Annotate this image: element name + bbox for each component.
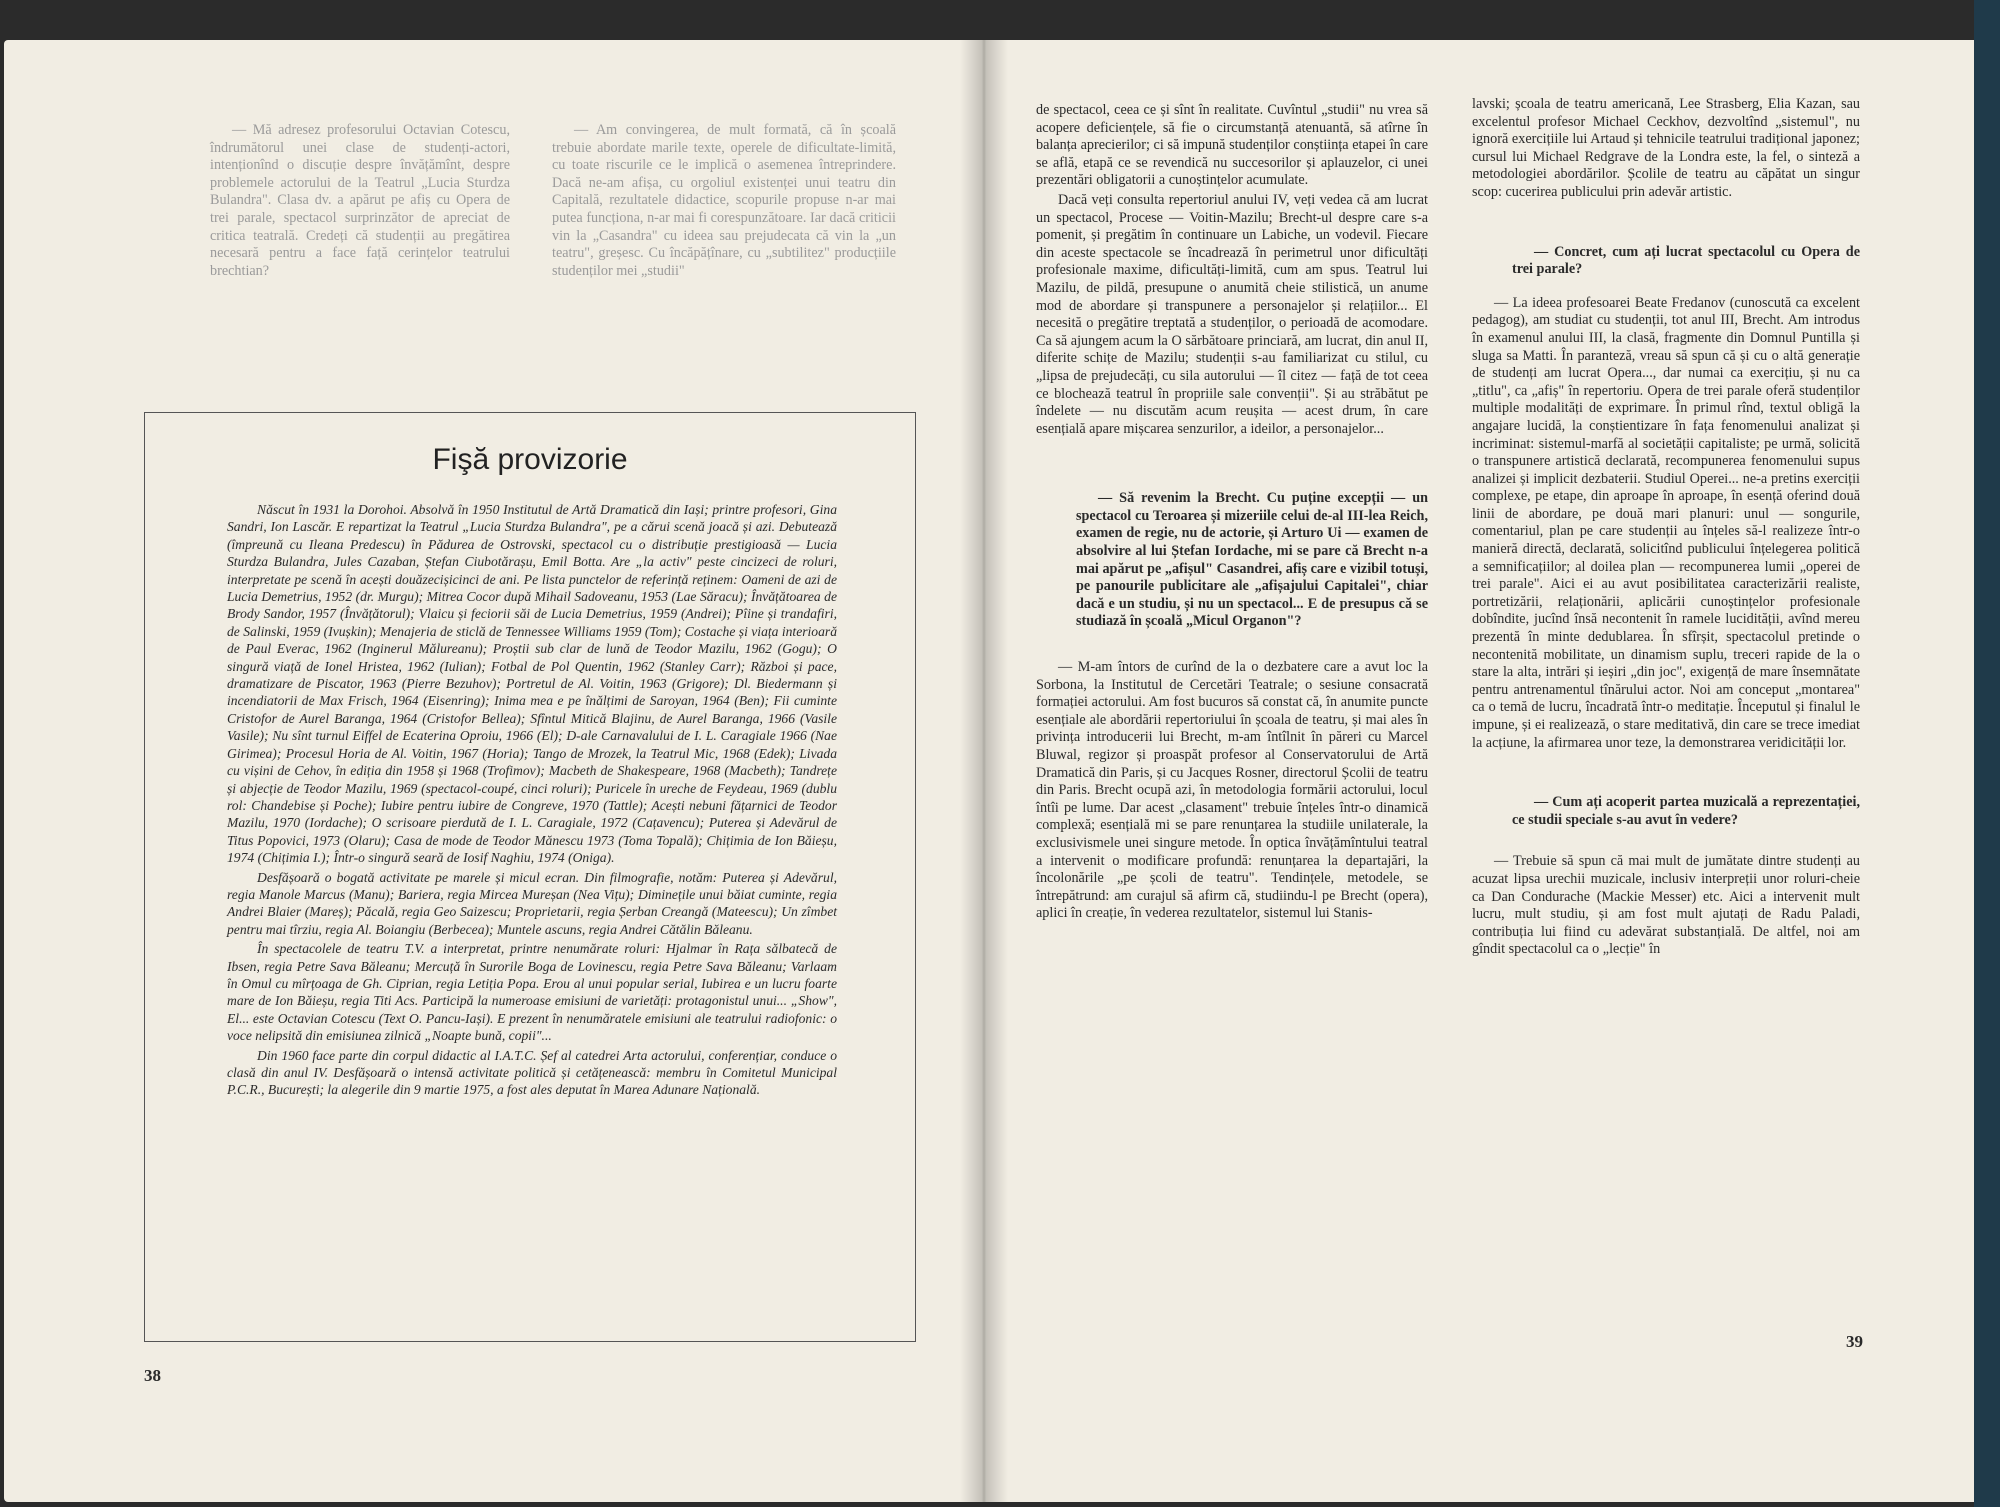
bio-box	[144, 412, 916, 1342]
intro-answer	[552, 122, 896, 282]
bio-paragraph: Din 1960 face parte din corpul didactic al I.A.T.C. Șef al catedrei Arta actorului, conferențiar, conduce o clasă din anul IV. Desfășoară o intensă activitate politică și cetățenească: membru în Comitetul Municipal P.C.R., București; la alegerile din 9 martie 1975, a fost ales deputat în Marea Adunare Națională.	[227, 1047, 837, 1098]
body-paragraph: — Trebuie să spun că mai mult de jumătate dintre studenți au acuzat lipsa urechii muzicale, inclusiv interpreții unor roluri-cheie ca Dan Condurache (Mackie Messer) etc. Aici a intervenit mult lucru, mult studiu, și am fost mult ajutați de Radu Paladi, contribuția lui fiind cu adevărat substanțială. De altfel, noi am gîndit spectacolul ca o „lecție" în	[1472, 853, 1860, 958]
body-paragraph: de spectacol, ceea ce și sînt în realitate. Cuvîntul „studii" nu vrea să acopere deficiențele, să fie o circumstanță atenuantă, să atîrne în balanța aprecierilor; ci să impună studenților conștiința etapei în care se află, etapă ce se revendică nu succesorilor și aplauzelor, ci unei prezentări obligatorii a cunoștințelor acumulate.	[1036, 102, 1428, 189]
book-cover-edge	[1974, 0, 2000, 1507]
body-paragraph: Dacă veți consulta repertoriul anului IV, veți vedea că am lucrat un spectacol, Procese — Voitin-Mazilu; Brecht-ul despre care s-a pomenit, și pregătim în continuare un Labiche, un vodevil. Fiecare din aceste spectacole se încadrează în perimetrul unor dificultăți profesionale maxime, dificultăți-limită, cum am spus. Teatrul lui Mazilu, de pildă, presupune o anumită cheie stilistică, un anume mod de abordare și transpunere a personajelor și relațiilor... El necesită o pregătire treptată a studenților, o perioadă de acomodare. Ca să ajungem acum la O sărbătoare princiară, am lucrat, din anul II, diferite schițe de Mazilu; studenții s-au familiarizat cu stilul, cu „lipsa de prejudecăți, cu sila autorului — îl citez — față de tot ceea ce blochează teatrul în propriile sale convenții". Și au străbătut pe îndelete — nu discutăm acum reușita — acest drum, în care esențială apare mișcarea senzurilor, a ideilor, a personajelor...	[1036, 191, 1428, 437]
page-number-right: 39	[1846, 1332, 1863, 1351]
body-paragraph: — M-am întors de curînd de la o dezbatere care a avut loc la Sorbona, la Institutul de Cercetări Teatrale; o sesiune consacrată formației actorului. Am fost bucuros să constat că, în anumite puncte esențiale ale abordării repertoriului în școala de teatru, și mai ales în privința introducerii lui Brecht, m-am întîlnit în păreri cu Marcel Bluwal, regizor și proaspăt profesor al Conservatorului de Artă Dramatică din Paris, și cu Jacques Rosner, directorul Școlii de teatru din Paris. Brecht ocupă azi, în metodologia formării actorului, locul întîi pe lume. Dar acest „clasament" trebuie înțeles într-o dinamică complexă; esențială mi se pare renunțarea la studiile unilaterale, la exclusivismele unei singure metode. În optica învățămîntului teatral a intervenit o modificare profundă: renunțarea la departajări, la încolonările „pe școli de teatru". Tendințele, metodele, se întrepătrund: am curajul să afirm că, studiindu-l pe Brecht (opera), aplici în creație, în vederea rezultatelor, sistemul lui Stanis-	[1036, 659, 1428, 922]
right-page	[984, 40, 1990, 1502]
body-paragraph: lavski; școala de teatru americană, Lee Strasberg, Elia Kazan, sau excelentul profesor Michael Ceckhov, dezvoltînd „sistemul", nu ignoră exercițiile lui Artaud și tehnicile teatrului tradițional japonez; cursul lui Michael Redgrave de la Londra este, la fel, o sinteză a metodologiei abordărilor. Școlile de teatru au căpătat un singur scop: cucerirea publicului prin adevăr artistic.	[1472, 96, 1860, 200]
page-number-left: 38	[144, 1366, 161, 1385]
left-page	[4, 40, 984, 1502]
bio-box-title: Fişă provizorie	[432, 443, 628, 476]
interview-question: — Concret, cum ați lucrat spectacolul cu Opera de trei parale?	[1512, 243, 1860, 278]
intro-answer-text: — Am convingerea, de mult formată, că în școală trebuie abordate marile texte, operele de dificultate-limită, cu toate riscurile ce le implică o asemenea întreprindere. Dacă ne-am afișa, cu orgoliul existenței unui teatru din Capitală, rezultatele didactice, scopurile propuse n-ar mai putea funcționa, n-ar mai fi corespunzătoare. Iar dacă criticii vin la „Casandra" cu ideea sau prejudecata că vin la „un teatru", greșesc. Cu încăpățînare, cu „subtilitez" producțiile studenților mei „studii"	[552, 122, 896, 279]
right-column-b	[1472, 96, 1860, 961]
bio-paragraph: Desfășoară o bogată activitate pe marele și micul ecran. Din filmografie, notăm: Puterea și Adevărul, regia Manole Marcus (Manu); Bariera, regia Mircea Mureșan (Nea Vițu); Diminețile unui băiat cuminte, regia Andrei Blaier (Mareș); Păcală, regia Geo Saizescu; Proprietarii, regia Șerban Creangă (Mateescu); Un zîmbet pentru mai tîrziu, regia Al. Boiangiu (Berbecea); Muntele ascuns, regia Andrei Cătălin Băleanu.	[227, 869, 837, 937]
interview-question: — Să revenim la Brecht. Cu puține excepții — un spectacol cu Teroarea și mizeriile celui de-al III-lea Reich, examen de regie, nu de actorie, și Arturo Ui — examen de absolvire al lui Ștefan Iordache, mi se pare că Brecht n-a mai apărut pe „afișul" Casandrei, afiș care e vizibil totuși, pe panourile publicitare ale „afișajului Capitalei", chiar dacă e un studiu, și nu un spectacol... E de presupus că se studiază în școală „Micul Organon"?	[1076, 490, 1428, 630]
bio-box-body	[227, 501, 837, 1101]
intro-question-text: — Mă adresez profesorului Octavian Cotescu, îndrumătorul unei clase de studenți-actori, intenționînd o discuție despre învățămînt, despre problemele actorului de la Teatrul „Lucia Sturdza Bulandra". Clasa dv. a apărut pe afiș cu Opera de trei parale, spectacol surprinzător de apreciat de critica teatrală. Credeți că studenții au pregătirea necesară pentru a face față cerințelor teatrului brechtian?	[210, 122, 510, 279]
interview-question: — Cum ați acoperit partea muzicală a reprezentației, ce studii speciale s-au avut în vedere?	[1512, 794, 1860, 828]
right-column-a	[1036, 102, 1428, 925]
bio-paragraph: În spectacolele de teatru T.V. a interpretat, printre nenumărate roluri: Hjalmar în Rața sălbatecă de Ibsen, regia Petre Sava Băleanu; Mercuță în Surorile Boga de Lovinescu, regia Petre Sava Băleanu; Varlaam în Omul cu mîrțoaga de Gh. Ciprian, regia Letiția Popa. Erou al unui popular serial, Iubirea e un lucru foarte mare de Ion Băieșu, regia Titi Acs. Participă la numeroase emisiuni de varietăți: protagonistul unui... „Show", El... este Octavian Cotescu (Text O. Pancu-Iași). E prezent în nenumăratele emisiuni ale teatrului radiofonic: o voce nelipsită din emisiunea zilnică „Noapte bună, copii"...	[227, 941, 837, 1044]
scanner-background	[0, 0, 2000, 40]
bio-paragraph: Născut în 1931 la Dorohoi. Absolvă în 1950 Institutul de Artă Dramatică din Iași; printre profesori, Gina Sandri, Ion Lascăr. E repartizat la Teatrul „Lucia Sturdza Bulandra", pe a cărui scenă joacă și azi. Debutează (împreună cu Ileana Predescu) în Pădurea de Ostrovski, spectacol cu o distribuție prestigioasă — Lucia Sturdza Bulandra, Jules Cazaban, Ștefan Ciubotărașu, Emil Botta. Are „la activ" peste cincizeci de roluri, interpretate pe scenă în acești douăzecișicinci de ani. Pe lista punctelor de referință reținem: Oameni de azi de Lucia Demetrius, 1952 (dr. Murgu); Mitrea Cocor după Mihail Sadoveanu, 1953 (Lae Săracu); Învățătoarea de Brody Sandor, 1957 (Învățătorul); Vlaicu și feciorii săi de Lucia Demetrius, 1959 (Andrei); Pîine și trandafiri, de Salinski, 1959 (Ivușkin); Menajeria de sticlă de Tennessee Williams 1959 (Tom); Costache și viața interioară de Paul Everac, 1962 (Inginerul Mălureanu); Proștii sub clar de lună de Teodor Mazilu, 1962 (Gogu); O singură viață de Ionel Hristea, 1962 (Iulian); Fotbal de Pol Quentin, 1962 (Stanley Carr); Război și pace, dramatizare de Piscator, 1963 (Pierre Bezuhov); Portretul de Al. Voitin, 1963 (Grigore); Dl. Biedermann și incendiatorii de Max Frisch, 1964 (Eisenring); Inima mea e pe înălțimi de Saroyan, 1964 (Ben); Fii cuminte Cristofor de Aurel Baranga, 1964 (Cristofor Bellea); Sfîntul Mitică Blajinu, de Aurel Baranga, 1966 (Vasile Vasile); Nu sînt turnul Eiffel de Ecaterina Oproiu, 1966 (El); D-ale Carnavalului de I. L. Caragiale 1966 (Nae Girimea); Procesul Horia de Al. Voitin, 1967 (Horia); Tango de Mrozek, la Teatrul Mic, 1968 (Edek); Livada cu vișini de Cehov, în ediția din 1958 și 1968 (Trofimov); Macbeth de Shakespeare, 1968 (Macbeth); Tandrețe și abjecție de Teodor Mazilu, 1969 (spectacol-coupé, cinci roluri); Puricele în ureche de Feydeau, 1969 (dublu rol: Chandebise și Poche); Iubire pentru iubire de Congreve, 1970 (Tattle); Acești nebuni fățarnici de Teodor Mazilu, 1970 (Iordache); O scrisoare pierdută de I. L. Caragiale, 1972 (Cațavencu); Puterea și Adevărul de Titus Popovici, 1973 (Olaru); Casa de mode de Teodor Mănescu 1973 (Toma Topală); Chițimia de Ion Băieșu, 1974 (Chițimia I.); Într-o singură seară de Iosif Naghiu, 1974 (Oniga).	[227, 502, 837, 866]
body-paragraph: — La ideea profesoarei Beate Fredanov (cunoscută ca excelent pedagog), am studiat cu studenții, tot anul III, Brecht. Am introdus în examenul anului III, la clasă, fragmente din Domnul Puntilla și sluga sa Matti. În paranteză, vreau să spun că și cu o altă generație de studenți am lucrat Opera..., dar numai ca exercițiu, și nu ca „titlu", ca „afiș" în repertoriu. Opera de trei parale oferă studenților multiple modalități de exprimare. În primul rînd, textul obligă la angajare lucidă, la conștientizare în fața fenomenului analizat și incriminat: sistemul-marfă al societății capitaliste; pe urmă, solicită o transpunere artistică declarată, recompunerea fenomenului supus analizei și implicit dezbaterii. Studiul Operei... ne-a pretins exerciții complexe, pe etape, din aproape în aproape, în esență oferind două linii de abordare, pe două mari planuri: unul — songurile, comentariul, plan pe care studenții au înțeles să-l realizeze într-o manieră directă, declarată, solicitînd publicului înțelegerea politică a semnificațiilor; al doilea plan — recompunerea lumii „operei de trei parale". Aici ei au avut posibilitatea caracterizării realiste, portretizării, relaționării, aplicării cunoștințelor profesionale dobîndite, jucînd însă necontenit în ramele lucidității, avînd mereu prezentă în minte dedublarea. În sfîrșit, spectacolul pretinde o necontenită mobilitate, un dinamism suplu, treceri rapide de la o stare la alta, intrări și ieșiri „din joc", exigență de mare însemnătate pentru antrenamentul tînărului actor. Noi am conceput „montarea" ca o temă de lucru, încadrată într-o meditație. Începutul și finalul le impune, și ei realizează, o stare meditativă, din care se trece imediat la acțiune, la afirmarea unor teze, la demonstrarea veridicității lor.	[1472, 294, 1860, 751]
intro-question	[210, 122, 510, 282]
